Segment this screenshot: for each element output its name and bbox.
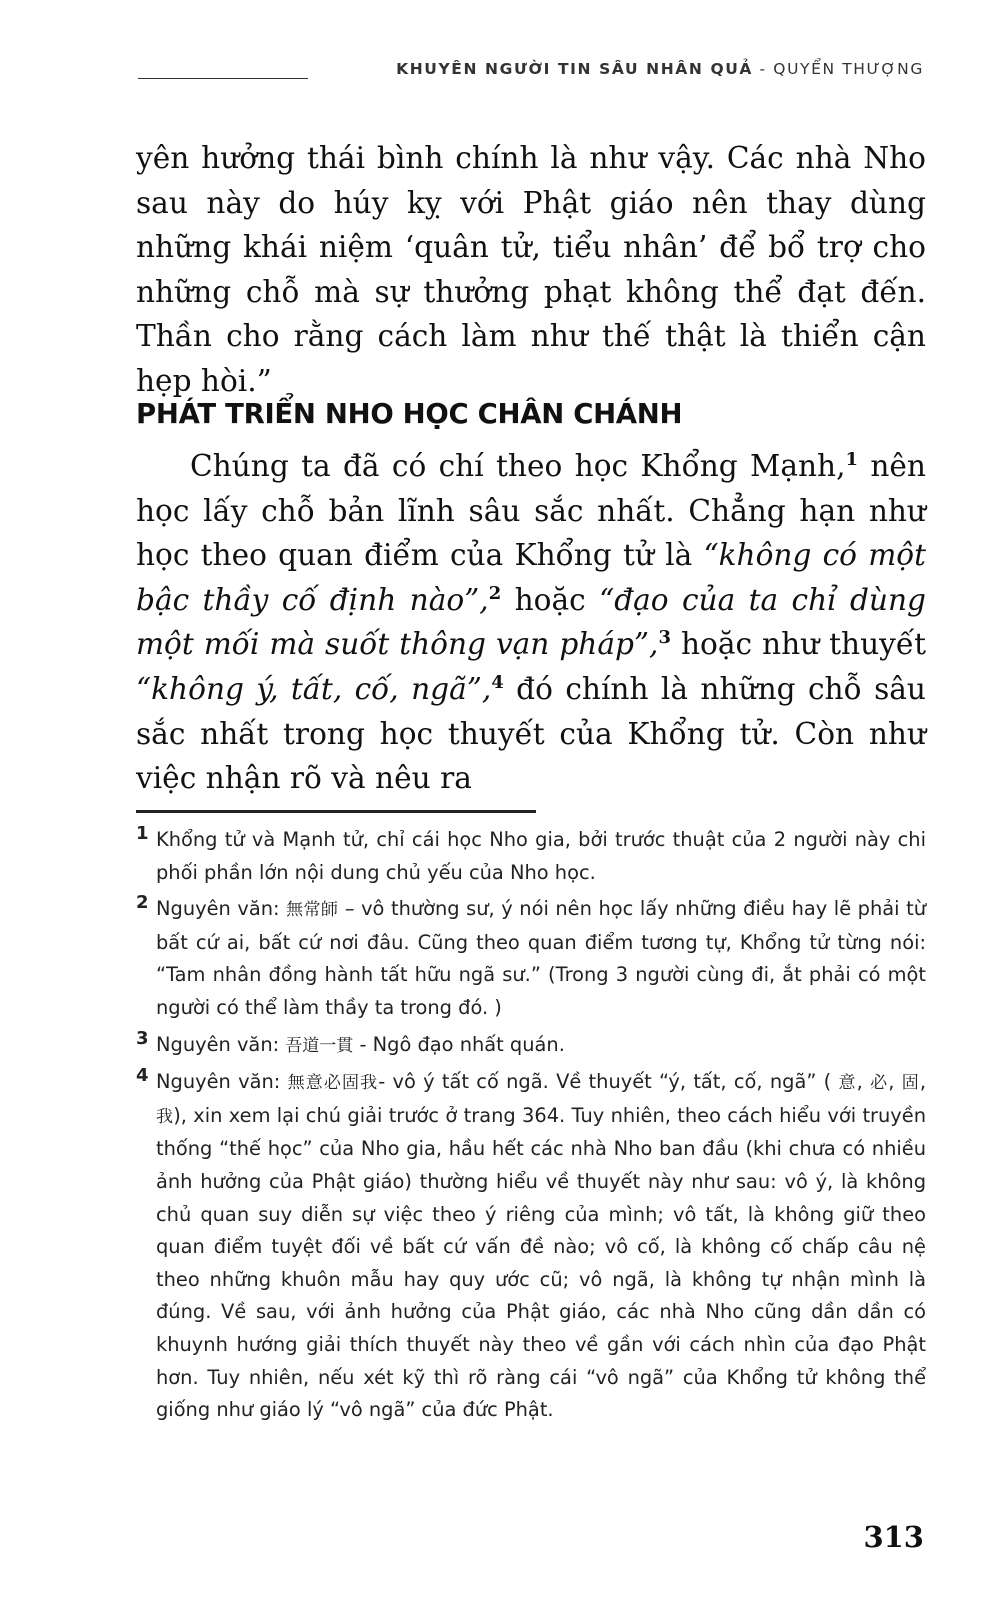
footnote-text-mid: - vô ý tất cố ngã. Về thuyết “ý, tất, cố, ngã” ( bbox=[378, 1070, 839, 1094]
footnote-3 bbox=[136, 1029, 926, 1063]
footnote-number: 1 bbox=[136, 823, 149, 844]
quote-3: “không ý, tất, cố, ngã”, bbox=[136, 671, 492, 706]
chinese-char: 我 bbox=[156, 1106, 174, 1127]
footnotes bbox=[136, 824, 926, 1431]
footnote-text-pre: Nguyên văn: bbox=[156, 1070, 288, 1094]
running-header bbox=[138, 60, 924, 84]
footnote-text-post: ), xin xem lại chú giải trước ở trang 364. Tuy nhiên, theo cách hiểu với truyền thống “thế học” của Nho gia, hầu hết các nhà Nho ban đầu (khi chưa có nhiều ảnh hưởng của Phật giáo) thường hiểu về thuyết này như sau: vô ý, là không chủ quan suy diễn sự việc theo ý riêng của mình; vô tất, là không giữ theo quan điểm tuyệt đối về bất cứ vấn đề nào; vô cố, là không cố chấp câu nệ theo những khuôn mẫu hay quy ước cũ; vô ngã, là không tự nhận mình là đúng. Về sau, với ảnh hưởng của Phật giáo, các nhà Nho cũng dần dần có khuynh hướng giải thích thuyết này theo về gần với cách nhìn của đạo Phật hơn. Tuy nhiên, nếu xét kỹ thì rõ ràng cái “vô ngã” của Khổng tử không thể giống như giáo lý “vô ngã” của đức Phật. bbox=[156, 1103, 927, 1422]
chinese-text: 無意必固我 bbox=[287, 1073, 379, 1094]
footnote-text-post: - Ngô đạo nhất quán. bbox=[353, 1032, 565, 1056]
footnote-number: 2 bbox=[136, 892, 149, 914]
footnote-number: 4 bbox=[136, 1065, 149, 1087]
footnote-1 bbox=[136, 824, 926, 889]
footnote-text-pre: Nguyên văn: bbox=[156, 897, 287, 921]
footnote-ref-3: 3 bbox=[658, 627, 671, 649]
header-rule bbox=[138, 78, 308, 79]
p2-segment-3: hoặc bbox=[501, 582, 600, 617]
paragraph-2-text bbox=[136, 444, 926, 801]
p2-segment-2: nên học lấy chỗ bản lĩnh sâu sắc nhất. Chẳng hạn như học theo quan điểm của Khổng tử là bbox=[136, 449, 926, 573]
comma: , bbox=[919, 1070, 927, 1094]
book-title: KHUYÊN NGƯỜI TIN SÂU NHÂN QUẢ bbox=[396, 60, 754, 78]
chinese-char: 必 bbox=[870, 1073, 889, 1094]
footnote-divider bbox=[136, 810, 536, 813]
footnote-text-pre: Nguyên văn: bbox=[156, 1032, 286, 1056]
comma: , bbox=[856, 1070, 871, 1094]
p2-segment-1: Chúng ta đã có chí theo học Khổng Mạnh, bbox=[190, 449, 846, 483]
section-heading: PHÁT TRIỂN NHO HỌC CHÂN CHÁNH bbox=[136, 398, 683, 430]
book-volume: QUYỂN THƯỢNG bbox=[773, 60, 924, 78]
paragraph-1-text: yên hưởng thái bình chính là như vậy. Các nhà Nho sau này do húy kỵ với Phật giáo nên thay dùng những khái niệm ‘quân tử, tiểu nhân’ để bổ trợ cho những chỗ mà sự thưởng phạt không thể đạt đến. Thần cho rằng cách làm như thế thật là thiển cận hẹp hòi.” bbox=[136, 141, 926, 398]
footnote-2 bbox=[136, 893, 926, 1024]
header-text bbox=[396, 60, 924, 78]
comma: , bbox=[888, 1070, 902, 1094]
quote-2: “đạo của ta chỉ dùng một mối mà suốt thông vạn pháp”, bbox=[136, 582, 926, 662]
footnote-text: Khổng tử và Mạnh tử, chỉ cái học Nho gia, bởi trước thuật của 2 người này chi phối phần lớn nội dung chủ yếu của Nho học. bbox=[156, 828, 926, 884]
quote-1: “không có một bậc thầy cố định nào”, bbox=[136, 538, 926, 617]
footnote-ref-2: 2 bbox=[488, 582, 502, 604]
p2-segment-4: hoặc như thuyết bbox=[671, 627, 926, 662]
page-number: 313 bbox=[863, 1520, 924, 1554]
p2-segment-5: đó chính là những chỗ sâu sắc nhất trong học thuyết của Khổng tử. Còn như việc nhận rõ và nêu ra bbox=[136, 671, 926, 796]
footnote-text-post: – vô thường sư, ý nói nên học lấy những điều hay lẽ phải từ bất cứ ai, bất cứ nơi đâu. Cũng theo quan điểm tương tự, Khổng tử từng nói: “Tam nhân đồng hành tất hữu ngã sư.” (Trong 3 người cùng đi, ắt phải có một người có thể làm thầy ta trong đó. ) bbox=[156, 897, 926, 1019]
paragraph-continuation bbox=[136, 136, 926, 404]
chinese-char: 固 bbox=[901, 1073, 920, 1094]
paragraph-2 bbox=[136, 444, 926, 801]
footnote-ref-4: 4 bbox=[491, 671, 504, 693]
chinese-char: 意 bbox=[838, 1073, 857, 1094]
header-separator: - bbox=[753, 60, 774, 78]
footnote-4 bbox=[136, 1066, 926, 1427]
chinese-text: 無常師 bbox=[286, 900, 339, 921]
chinese-text: 吾道一貫 bbox=[285, 1035, 354, 1056]
footnote-ref-1: 1 bbox=[845, 449, 859, 470]
footnote-number: 3 bbox=[136, 1027, 149, 1049]
